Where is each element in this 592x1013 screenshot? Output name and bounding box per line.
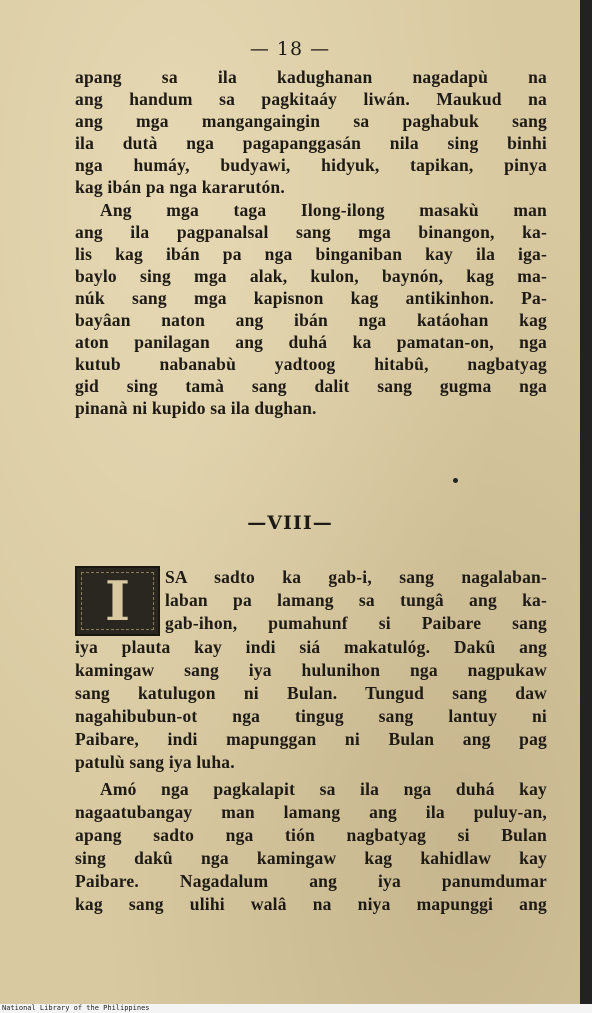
text-line: nagahibubun-ot nga tingug sang lantuy ni [75, 706, 547, 726]
ornamental-dropcap [75, 566, 160, 636]
text-line: núk sang mga kapisnon kag antikinhon. Pa- [75, 288, 547, 308]
text-line: pinanà ni kupido sa ila dughan. [75, 398, 317, 418]
text-line: kag sang ulihi walâ na niya mapunggi ang [75, 894, 547, 914]
text-line: kag ibán pa nga kararutón. [75, 177, 285, 197]
text-line: apang sadto nga tión nagbatyag si Bulan [75, 825, 547, 845]
text-line: bayâan naton ang ibán nga katáohan kag [75, 310, 547, 330]
text-line: baylo sing mga alak, kulon, baynón, kag ma- [75, 266, 547, 286]
text-line: lis kag ibán pa nga binganiban kay ila iga- [75, 244, 547, 264]
text-line: sing dakû nga kamingaw kag kahidlaw kay [75, 848, 547, 868]
text-line: laban pa lamang sa tungâ ang ka- [165, 590, 547, 610]
text-line: apang sa ila kadughanan nagadapù na [75, 67, 547, 87]
text-line: kutub nabanabù yadtoog hitabû, nagbatyag [75, 354, 547, 374]
scan-edge [580, 0, 592, 1013]
text-line: ila dutà nga pagapanggasán nila sing binhi [75, 133, 547, 153]
ink-dot [453, 478, 458, 483]
footer-credit: National Library of the Philippines [2, 1004, 150, 1012]
dropcap-letter: I [104, 569, 131, 633]
chapter-heading: —VIII— [247, 512, 333, 534]
text-line: kamingaw sang iya hulunihon nga nagpukaw [75, 660, 547, 680]
text-line: patulù sang iya luha. [75, 752, 235, 772]
text-line: ang mga mangangaingin sa paghabuk sang [75, 111, 547, 131]
text-line: aton panilagan ang duhá ka pamatan-on, nga [75, 332, 547, 352]
text-line: sang katulugon ni Bulan. Tungud sang daw [75, 683, 547, 703]
page-number: — 18 — [249, 38, 331, 60]
text-line: gid sing tamà sang dalit sang gugma nga [75, 376, 547, 396]
text-line: ang handum sa pagkitaáy liwán. Maukud na [75, 89, 547, 109]
text-line: SA sadto ka gab-i, sang nagalaban- [165, 567, 547, 587]
text-line: gab-ihon, pumahunf si Paibare sang [165, 613, 547, 633]
text-line: Amó nga pagkalapit sa ila nga duhá kay [100, 779, 547, 799]
text-line: nagaatubangay man lamang ang ila puluy-an, [75, 802, 547, 822]
text-line: Paibare. Nagadalum ang iya panumdumar [75, 871, 547, 891]
text-line: Paibare, indi mapunggan ni Bulan ang pag [75, 729, 547, 749]
text-line: nga humáy, budyawi, hidyuk, tapikan, pinya [75, 155, 547, 175]
text-line: iya plauta kay indi siá makatulóg. Dakû ang [75, 637, 547, 657]
text-line: Ang mga taga Ilong-ilong masakù man [100, 200, 547, 220]
text-line: ang ila pagpanalsal sang mga binangon, ka- [75, 222, 547, 242]
